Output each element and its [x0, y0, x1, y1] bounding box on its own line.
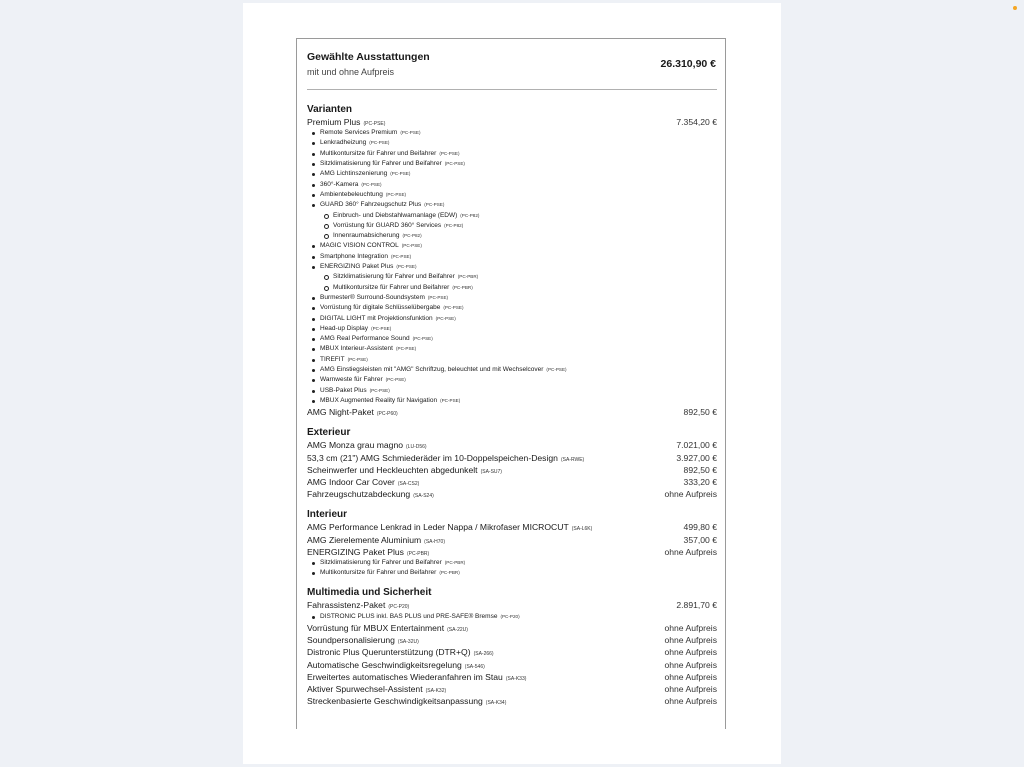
item-label: Aktiver Spurwechsel-Assistent — [307, 683, 423, 694]
option-code: (SA-K32) — [425, 687, 447, 694]
item-label: Smartphone Integration — [320, 252, 388, 260]
option-code: (PC-PSE) — [424, 202, 445, 208]
equipment-row — [307, 695, 717, 707]
equipment-row — [307, 452, 717, 464]
item-label: Soundpersonalisierung — [307, 635, 395, 646]
item-price: 333,20 € — [683, 476, 717, 487]
equipment-row — [307, 439, 717, 451]
equipment-row — [307, 476, 717, 488]
equipment-row — [307, 116, 717, 128]
option-code: (PC-PSE) — [369, 140, 390, 146]
option-code: (SA-K34) — [485, 700, 507, 707]
equipment-row — [307, 521, 717, 533]
option-code: (PC-P60) — [376, 411, 398, 418]
item-label: Streckenbasierte Geschwindigkeitsanpassung — [307, 696, 483, 707]
item-label: Distronic Plus Querunterstützung (DTR+Q) — [307, 647, 471, 658]
option-code: (PC-PSE) — [347, 356, 368, 362]
option-code: (SA-SU7) — [480, 468, 502, 475]
option-code: (PC-P82) — [444, 222, 464, 228]
option-code: (PC-PSE) — [444, 161, 465, 167]
option-code: (PC-PSE) — [546, 367, 567, 373]
item-label: Multikontursitze für Fahrer und Beifahrer — [320, 149, 437, 157]
sub-bullet-item — [307, 221, 717, 231]
item-label: Head-up Display — [320, 324, 369, 332]
item-price: ohne Aufpreis — [664, 659, 717, 670]
item-price: ohne Aufpreis — [664, 683, 717, 694]
item-label: ENERGIZING Paket Plus — [320, 263, 394, 271]
item-price: 3.927,00 € — [676, 452, 717, 463]
document-page — [243, 3, 781, 764]
bullet-item — [307, 159, 717, 169]
item-price: ohne Aufpreis — [664, 647, 717, 658]
option-code: (SA-CS2) — [397, 480, 420, 487]
item-label: Burmester® Surround-Soundsystem — [320, 293, 425, 301]
option-code: (SA-K33) — [505, 675, 527, 682]
item-label: AMG Zierelemente Aluminium — [307, 534, 422, 545]
equipment-row — [307, 488, 717, 500]
item-label: DISTRONIC PLUS inkl. BAS PLUS und PRE-SAFE® Bremse — [320, 612, 498, 620]
equipment-row — [307, 599, 717, 611]
item-label: Lenkradheizung — [320, 139, 367, 147]
option-code: (PC-P82) — [460, 212, 480, 218]
item-price: 892,50 € — [683, 464, 717, 475]
item-label: GUARD 360° Fahrzeugschutz Plus — [320, 201, 422, 209]
equipment-row — [307, 634, 717, 646]
item-label: Ambientebeleuchtung — [320, 190, 383, 198]
option-code: (PC-PSE) — [361, 181, 382, 187]
bullet-item — [307, 365, 717, 375]
bullet-item — [307, 128, 717, 138]
item-label: Scheinwerfer und Heckleuchten abgedunkelt — [307, 464, 478, 475]
item-label: AMG Performance Lenkrad in Leder Nappa / Mikrofaser MICROCUT — [307, 522, 569, 533]
item-label: USB-Paket Plus — [320, 386, 367, 394]
item-label: Erweitertes automatisches Wiederanfahren im Stau — [307, 671, 503, 682]
option-code: (PC-PBR) — [452, 284, 473, 290]
option-code: (SA-22U) — [447, 626, 468, 633]
option-code: (PC-PSE) — [363, 121, 386, 127]
item-label: Sitzklimatisierung für Fahrer und Beifahrer — [333, 273, 455, 281]
bullet-item — [307, 200, 717, 210]
bullet-item — [307, 314, 717, 324]
bullet-item — [307, 149, 717, 159]
equipment-row — [307, 406, 717, 418]
option-code: (PC-PSE) — [443, 305, 464, 311]
item-price: ohne Aufpreis — [664, 635, 717, 646]
item-price: 357,00 € — [683, 534, 717, 545]
option-code: (PC-PSE) — [385, 191, 407, 197]
option-code: (PC-PSE) — [401, 243, 422, 249]
item-label: Innenraumabsicherung — [333, 232, 400, 240]
item-label: Premium Plus — [307, 117, 361, 127]
sub-bullet-item — [307, 231, 717, 241]
option-code: (PC-PSE) — [435, 315, 456, 321]
option-code: (PC-PBR) — [444, 559, 466, 565]
item-label: AMG Real Performance Sound — [320, 335, 410, 343]
option-code: (PC-PSE) — [396, 264, 417, 270]
section-heading: Exterieur — [307, 427, 351, 439]
item-price: 499,80 € — [683, 522, 717, 533]
bullet-item — [307, 169, 717, 179]
header-divider — [307, 89, 717, 90]
item-label: DIGITAL LIGHT mit Projektionsfunktion — [320, 314, 433, 322]
item-label: 360°-Kamera — [320, 180, 359, 188]
bullet-item — [307, 324, 717, 334]
equipment-row — [307, 534, 717, 546]
bullet-item — [307, 355, 717, 365]
option-code: (PC-PSE) — [390, 253, 412, 259]
option-code: (PC-PBR) — [406, 550, 430, 557]
option-code: (PC-PSE) — [412, 336, 433, 342]
option-code: (PC-PSE) — [369, 387, 390, 393]
item-label: Warnweste für Fahrer — [320, 376, 383, 384]
option-code: (SA-S24) — [413, 493, 434, 500]
item-price: 892,50 € — [683, 407, 717, 418]
bullet-item — [307, 180, 717, 190]
equipment-row — [307, 683, 717, 695]
item-label: AMG Night-Paket — [307, 407, 374, 418]
bullet-item — [307, 334, 717, 344]
sub-bullet-item — [307, 211, 717, 221]
item-label: Vorrüstung für MBUX Entertainment — [307, 622, 445, 633]
item-label: Multikontursitze für Fahrer und Beifahrer — [333, 283, 450, 291]
option-code: (SA-RWE) — [560, 456, 585, 463]
bullet-item — [307, 138, 717, 148]
item-label: Remote Services Premium — [320, 129, 398, 137]
item-label: Fahrassistenz-Paket — [307, 600, 386, 611]
option-code: (PC-PSE) — [395, 346, 417, 352]
bullet-item — [307, 396, 717, 406]
bullet-item — [307, 262, 717, 272]
option-code: (SA-546) — [464, 663, 485, 670]
equipment-row — [307, 464, 717, 476]
bullet-item — [307, 612, 717, 622]
item-label: Multikontursitze für Fahrer und Beifahrer — [320, 569, 437, 577]
bullet-item — [307, 375, 717, 385]
item-label: AMG Monza grau magno — [307, 440, 404, 451]
equipment-list — [307, 103, 717, 707]
option-code: (SA-L6K) — [571, 526, 593, 533]
page-title: Gewählte Ausstattungen — [307, 51, 430, 63]
option-code: (SA-266) — [473, 651, 494, 658]
item-label: MAGIC VISION CONTROL — [320, 242, 399, 250]
bullet-item — [307, 241, 717, 251]
item-price: ohne Aufpreis — [664, 546, 717, 557]
item-label: MBUX Interieur-Assistent — [320, 345, 393, 353]
option-code: (PC-P82) — [402, 233, 422, 239]
item-price: ohne Aufpreis — [664, 696, 717, 707]
item-label: Sitzklimatisierung für Fahrer und Beifahrer — [320, 558, 442, 566]
item-label: MBUX Augmented Reality für Navigation — [320, 396, 438, 404]
item-label: Fahrzeugschutzabdeckung — [307, 489, 411, 500]
item-label: 53,3 cm (21") AMG Schmiederäder im 10-Doppelspeichen-Design — [307, 452, 558, 463]
item-price: 7.354,20 € — [676, 117, 717, 127]
option-code: (LU-D56) — [406, 444, 427, 451]
item-label: Einbruch- und Diebstahlwarnanlage (EDW) — [333, 211, 458, 219]
total-price: 26.310,90 € — [660, 58, 716, 70]
bullet-item — [307, 386, 717, 396]
item-label: TIREFIT — [320, 355, 345, 363]
section-heading: Multimedia und Sicherheit — [307, 587, 432, 599]
item-label: ENERGIZING Paket Plus — [307, 546, 404, 557]
option-code: (PC-PBR) — [457, 274, 479, 280]
item-price: 2.891,70 € — [676, 600, 717, 611]
option-code: (SA-H70) — [424, 538, 445, 545]
item-price: ohne Aufpreis — [664, 489, 717, 500]
bullet-item — [307, 252, 717, 262]
section-heading: Interieur — [307, 509, 348, 521]
option-code: (PC-PSE) — [427, 294, 449, 300]
bullet-item — [307, 558, 717, 568]
sub-bullet-item — [307, 272, 717, 282]
bullet-item — [307, 190, 717, 200]
bullet-item — [307, 344, 717, 354]
equipment-row — [307, 671, 717, 683]
item-price: ohne Aufpreis — [664, 671, 717, 682]
page-subtitle: mit und ohne Aufpreis — [307, 67, 395, 77]
item-label: Automatische Geschwindigkeitsregelung — [307, 659, 462, 670]
option-code: (PC-P20) — [500, 613, 520, 619]
section-heading: Varianten — [307, 104, 353, 115]
item-price: 7.021,00 € — [676, 440, 717, 451]
item-label: AMG Indoor Car Cover — [307, 476, 395, 487]
option-code: (SA-32U) — [397, 639, 419, 646]
equipment-row — [307, 646, 717, 658]
item-label: Vorrüstung für digitale Schlüsselübergabe — [320, 304, 441, 312]
sub-bullet-item — [307, 283, 717, 293]
item-price: ohne Aufpreis — [664, 622, 717, 633]
item-label: AMG Lichtinszenierung — [320, 170, 388, 178]
option-code: (PC-PSE) — [439, 150, 460, 156]
item-label: Vorrüstung für GUARD 360° Services — [333, 221, 442, 229]
option-code: (PC-PSE) — [390, 171, 411, 177]
option-code: (PC-PSE) — [371, 325, 392, 331]
status-dot — [1013, 6, 1017, 10]
equipment-row — [307, 622, 717, 634]
item-label: AMG Einstiegsleisten mit "AMG" Schriftzug, beleuchtet und mit Wechselcover — [320, 366, 544, 374]
bullet-item — [307, 568, 717, 578]
option-code: (PC-PBR) — [439, 570, 460, 576]
option-code: (PC-PSE) — [440, 397, 461, 403]
equipment-row — [307, 659, 717, 671]
bullet-item — [307, 293, 717, 303]
equipment-row — [307, 546, 717, 558]
option-code: (PC-PSE) — [385, 377, 406, 383]
option-code: (PC-P20) — [388, 604, 410, 611]
bullet-item — [307, 303, 717, 313]
item-label: Sitzklimatisierung für Fahrer und Beifahrer — [320, 160, 442, 168]
option-code: (PC-PSE) — [400, 130, 421, 136]
